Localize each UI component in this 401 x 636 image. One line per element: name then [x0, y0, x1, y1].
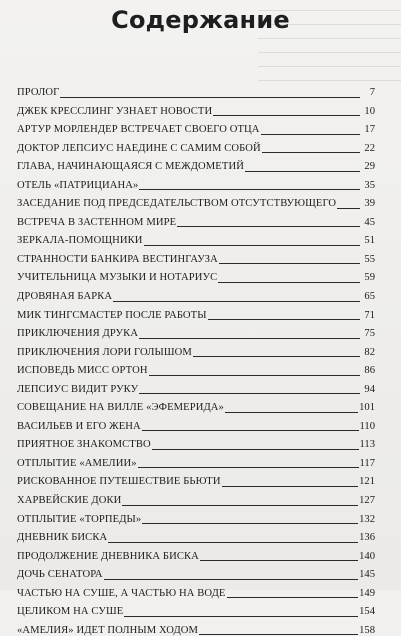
toc-entry-page-number: 121: [359, 476, 375, 488]
toc-entry: [17, 303, 375, 322]
toc-entry-title: СОВЕЩАНИЕ НА ВИЛЛЕ «ЭФЕМЕРИДА»: [17, 402, 224, 414]
toc-entry-title: ЧАСТЬЮ НА СУШЕ, А ЧАСТЬЮ НА ВОДЕ: [17, 587, 226, 599]
toc-entry-title: ВСТРЕЧА В ЗАСТЕННОМ МИРЕ: [17, 216, 177, 228]
toc-entry: [17, 451, 375, 470]
toc-entry: [17, 507, 375, 526]
toc-leader-line: [213, 115, 360, 116]
toc-entry-title: ЗЕРКАЛА-ПОМОЩНИКИ: [17, 235, 143, 247]
toc-entry-page-number: 82: [364, 346, 375, 358]
toc-leader-line: [60, 97, 360, 98]
toc-entry-title: ИСПОВЕДЬ МИСС ОРТОН: [17, 365, 148, 377]
toc-entry-title: ГЛАВА, НАЧИНАЮЩАЯСЯ С МЕЖДОМЕТИЙ: [17, 161, 244, 173]
toc-entry-page-number: 117: [359, 457, 375, 469]
toc-entry-page-number: 22: [364, 142, 375, 154]
toc-leader-line: [152, 449, 359, 450]
toc-leader-line: [177, 226, 360, 227]
toc-entry-page-number: 145: [359, 569, 375, 581]
toc-entry: [17, 173, 375, 192]
toc-entry-page-number: 113: [359, 439, 375, 451]
toc-entry-title: ЦЕЛИКОМ НА СУШЕ: [17, 606, 124, 618]
toc-entry: [17, 581, 375, 600]
toc-entry-title: ПРИЯТНОЕ ЗНАКОМСТВО: [17, 439, 151, 451]
toc-entry-page-number: 55: [364, 253, 375, 265]
toc-leader-line: [193, 356, 360, 357]
toc-leader-line: [142, 523, 358, 524]
toc-leader-line: [113, 301, 360, 302]
toc-entry-page-number: 29: [364, 161, 375, 173]
toc-entry-title: ХАРВЕЙСКИЕ ДОКИ: [17, 494, 122, 506]
toc-entry-page-number: 59: [364, 272, 375, 284]
toc-entry: [17, 414, 375, 433]
page-title: Содержание: [111, 6, 290, 34]
toc-entry: [17, 358, 375, 377]
toc-entry-page-number: 101: [359, 402, 375, 414]
toc-entry: [17, 599, 375, 618]
toc-entry: [17, 265, 375, 284]
toc-leader-line: [225, 412, 358, 413]
toc-entry-title: СТРАННОСТИ БАНКИРА ВЕСТИНГАУЗА: [17, 253, 218, 265]
toc-entry: [17, 544, 375, 563]
toc-entry-title: ДЖЕК КРЕССЛИНГ УЗНАЕТ НОВОСТИ: [17, 105, 213, 117]
toc-entry-title: ОТПЛЫТИЕ «АМЕЛИИ»: [17, 457, 137, 469]
toc-entry-page-number: 7: [369, 86, 375, 98]
toc-entry-page-number: 132: [359, 513, 375, 525]
toc-leader-line: [138, 467, 359, 468]
toc-entry-page-number: 35: [364, 179, 375, 191]
toc-leader-line: [124, 616, 358, 617]
toc-entry: [17, 99, 375, 118]
toc-entry: [17, 210, 375, 229]
toc-entry-title: ЗАСЕДАНИЕ ПОД ПРЕДСЕДАТЕЛЬСТВОМ ОТСУТСТВУЮЩЕГО: [17, 198, 337, 210]
toc-leader-line: [261, 134, 360, 135]
toc-entry-page-number: 94: [364, 383, 375, 395]
toc-leader-line: [208, 319, 360, 320]
toc-entry: [17, 469, 375, 488]
toc-entry-title: ПРОДОЛЖЕНИЕ ДНЕВНИКА БИСКА: [17, 550, 199, 562]
toc-leader-line: [199, 634, 358, 635]
toc-entry-title: ДОКТОР ЛЕПСИУС НАЕДИНЕ С САМИМ СОБОЙ: [17, 142, 261, 154]
toc-entry-page-number: 86: [364, 365, 375, 377]
toc-leader-line: [122, 505, 358, 506]
toc-entry-title: «АМЕЛИЯ» ИДЕТ ПОЛНЫМ ХОДОМ: [17, 624, 199, 636]
toc-leader-line: [245, 171, 360, 172]
toc-entry: [17, 488, 375, 507]
toc-entry-title: ПРИКЛЮЧЕНИЯ ДРУКА: [17, 328, 139, 340]
toc-leader-line: [139, 189, 360, 190]
toc-leader-line: [139, 393, 360, 394]
toc-entry: [17, 562, 375, 581]
toc-entry-title: УЧИТЕЛЬНИЦА МУЗЫКИ И НОТАРИУС: [17, 272, 218, 284]
toc-leader-line: [218, 282, 360, 283]
toc-entry-title: МИК ТИНГСМАСТЕР ПОСЛЕ РАБОТЫ: [17, 309, 207, 321]
toc-entry-title: ЛЕПСИУС ВИДИТ РУКУ: [17, 383, 139, 395]
toc-leader-line: [200, 560, 358, 561]
toc-entry-title: ДНЕВНИК БИСКА: [17, 532, 108, 544]
toc-entry-title: ДОЧЬ СЕНАТОРА: [17, 569, 103, 581]
toc-entry-page-number: 71: [364, 309, 375, 321]
toc-leader-line: [142, 430, 359, 431]
toc-entry-page-number: 10: [364, 105, 375, 117]
toc-leader-line: [219, 263, 360, 264]
toc-leader-line: [108, 542, 358, 543]
toc-entry-page-number: 45: [364, 216, 375, 228]
toc-entry-page-number: 158: [359, 624, 375, 636]
toc-entry: [17, 340, 375, 359]
toc-entry-page-number: 51: [364, 235, 375, 247]
toc-entry-page-number: 154: [359, 606, 375, 618]
toc-entry-page-number: 127: [359, 494, 375, 506]
toc-entry-page-number: 17: [364, 124, 375, 136]
toc-entry-title: ОТЕЛЬ «ПАТРИЦИАНА»: [17, 179, 139, 191]
toc-entry-page-number: 136: [359, 532, 375, 544]
toc-entry: [17, 80, 375, 99]
toc-entry-title: ПРИКЛЮЧЕНИЯ ЛОРИ ГОЛЫШОМ: [17, 346, 192, 358]
toc-entry-page-number: 75: [364, 328, 375, 340]
table-of-contents: [17, 80, 375, 636]
toc-entry: [17, 247, 375, 266]
toc-entry: [17, 191, 375, 210]
toc-entry: [17, 321, 375, 340]
toc-entry-title: ОТПЛЫТИЕ «ТОРПЕДЫ»: [17, 513, 142, 525]
toc-entry: [17, 618, 375, 636]
toc-entry-page-number: 39: [364, 198, 375, 210]
toc-entry: [17, 525, 375, 544]
toc-leader-line: [262, 152, 360, 153]
toc-entry-page-number: 110: [359, 420, 375, 432]
toc-entry-title: АРТУР МОРЛЕНДЕР ВСТРЕЧАЕТ СВОЕГО ОТЦА: [17, 124, 260, 136]
toc-entry-page-number: 140: [359, 550, 375, 562]
toc-leader-line: [227, 597, 359, 598]
toc-entry-page-number: 149: [359, 587, 375, 599]
toc-entry: [17, 377, 375, 396]
toc-entry: [17, 395, 375, 414]
toc-entry: [17, 117, 375, 136]
toc-entry-title: ВАСИЛЬЕВ И ЕГО ЖЕНА: [17, 420, 141, 432]
toc-leader-line: [104, 579, 359, 580]
toc-leader-line: [139, 338, 360, 339]
toc-entry-title: ПРОЛОГ: [17, 86, 60, 98]
toc-entry: [17, 432, 375, 451]
toc-entry-title: ДРОВЯНАЯ БАРКА: [17, 290, 113, 302]
toc-entry: [17, 228, 375, 247]
toc-leader-line: [222, 486, 358, 487]
toc-leader-line: [144, 245, 360, 246]
toc-leader-line: [149, 375, 360, 376]
toc-leader-line: [337, 208, 360, 209]
toc-entry-page-number: 65: [364, 290, 375, 302]
toc-entry: [17, 154, 375, 173]
toc-entry: [17, 136, 375, 155]
toc-entry-title: РИСКОВАННОЕ ПУТЕШЕСТВИЕ БЬЮТИ: [17, 476, 221, 488]
toc-entry: [17, 284, 375, 303]
